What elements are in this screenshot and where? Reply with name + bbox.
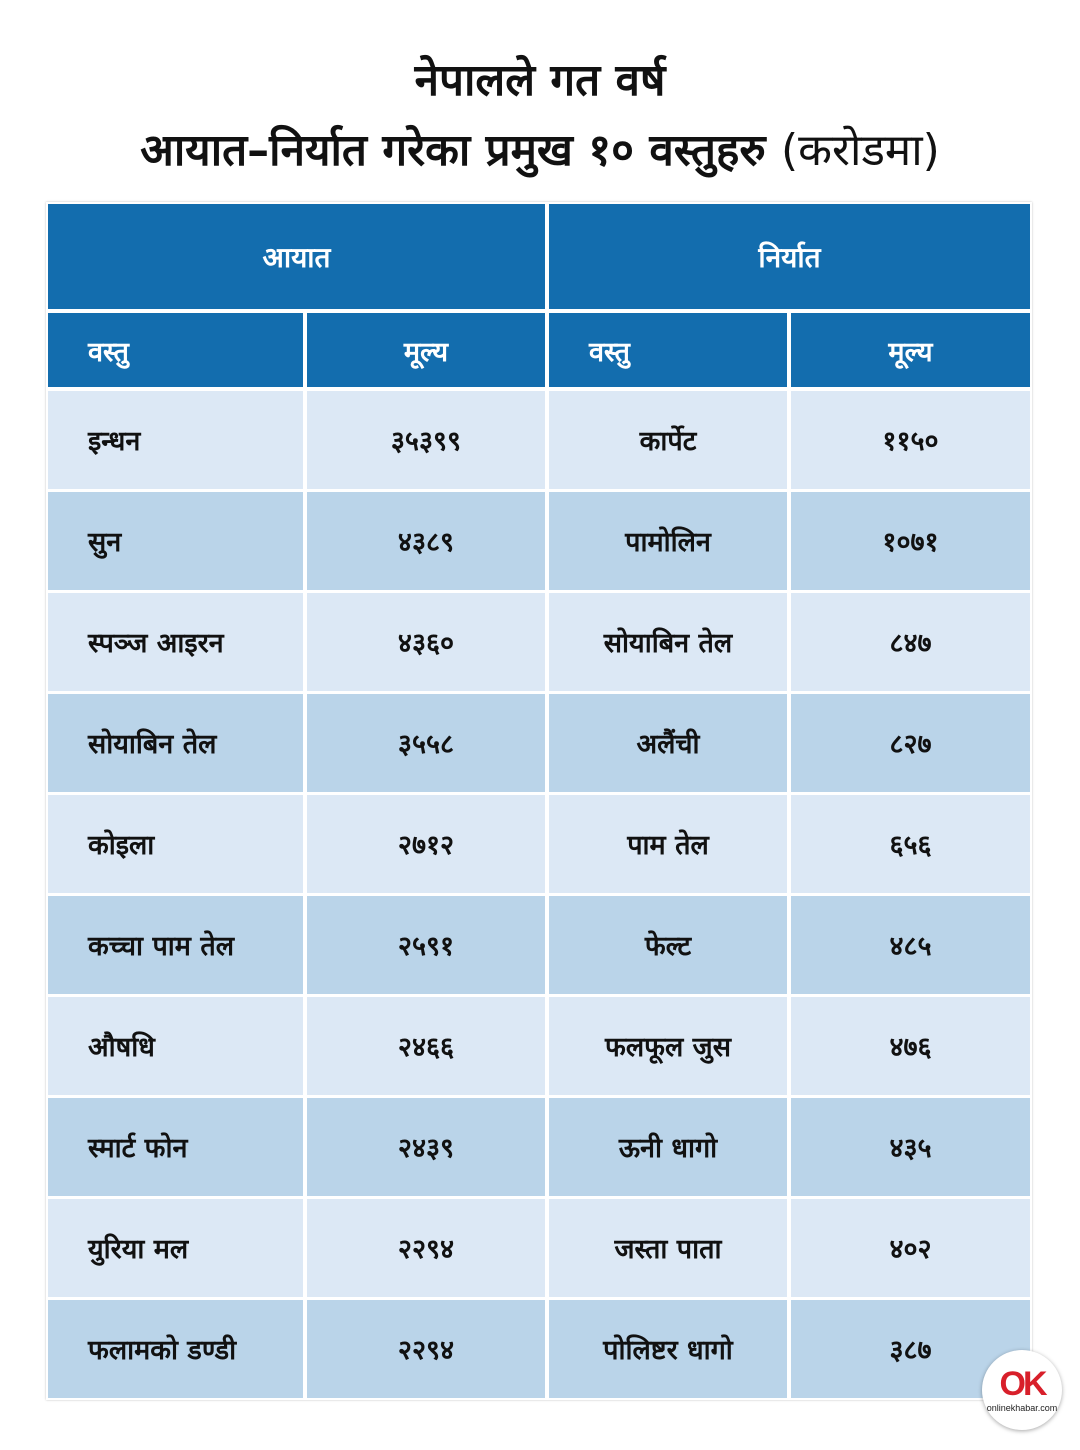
logo-mark: OK [999,1365,1045,1403]
cell-import-value: ४३८९ [307,492,545,590]
cell-export-item: फलफूल जुस [549,997,787,1095]
cell-export-value: ४७६ [791,997,1030,1095]
cell-export-value: ८४७ [791,593,1030,691]
cell-export-value: ४०२ [791,1199,1030,1297]
cell-import-value: २२९४ [307,1300,545,1398]
cell-import-item: औषधि [48,997,303,1095]
cell-import-value: २२९४ [307,1199,545,1297]
logo-text: onlinekhabar.com [986,1403,1058,1413]
cell-export-item: जस्ता पाता [549,1199,787,1297]
column-header-import-item: वस्तु [48,313,303,387]
subtitle-unit: (करोडमा) [781,125,940,176]
cell-export-value: ६५६ [791,795,1030,893]
cell-import-value: ३५५८ [307,694,545,792]
column-header-export-value: मूल्य [791,313,1030,387]
cell-export-item: कार्पेट [549,391,787,489]
cell-import-value: २४६६ [307,997,545,1095]
page-title: नेपालले गत वर्ष [414,55,666,106]
cell-import-item: युरिया मल [48,1199,303,1297]
trade-table [46,202,1032,1400]
cell-export-value: ८२७ [791,694,1030,792]
cell-import-value: २७१२ [307,795,545,893]
cell-import-item: फलामको डण्डी [48,1300,303,1398]
page-subtitle [0,118,1080,178]
cell-import-value: ३५३९९ [307,391,545,489]
cell-export-item: सोयाबिन तेल [549,593,787,691]
cell-import-value: २५९१ [307,896,545,994]
cell-import-item: इन्धन [48,391,303,489]
cell-import-item: कच्चा पाम तेल [48,896,303,994]
column-header-export-item: वस्तु [549,313,787,387]
subtitle-main: आयात–निर्यात गरेका प्रमुख १० वस्तुहरु [140,125,766,176]
onlinekhabar-logo [982,1350,1062,1430]
cell-export-item: पामोलिन [549,492,787,590]
cell-export-value: १०७१ [791,492,1030,590]
cell-export-value: ११५० [791,391,1030,489]
cell-import-item: सोयाबिन तेल [48,694,303,792]
cell-export-item: फेल्ट [549,896,787,994]
import-group-header: आयात [48,204,545,309]
cell-export-item: ऊनी धागो [549,1098,787,1196]
cell-import-item: सुन [48,492,303,590]
cell-export-item: पाम तेल [549,795,787,893]
cell-export-value: ४८५ [791,896,1030,994]
column-header-import-value: मूल्य [307,313,545,387]
cell-import-value: ४३६० [307,593,545,691]
cell-import-value: २४३९ [307,1098,545,1196]
cell-import-item: कोइला [48,795,303,893]
export-group-header: निर्यात [549,204,1030,309]
cell-export-value: ३८७ [791,1300,1030,1398]
cell-import-item: स्पञ्ज आइरन [48,593,303,691]
cell-import-item: स्मार्ट फोन [48,1098,303,1196]
cell-export-item: अलैंची [549,694,787,792]
cell-export-value: ४३५ [791,1098,1030,1196]
cell-export-item: पोलिष्टर धागो [549,1300,787,1398]
